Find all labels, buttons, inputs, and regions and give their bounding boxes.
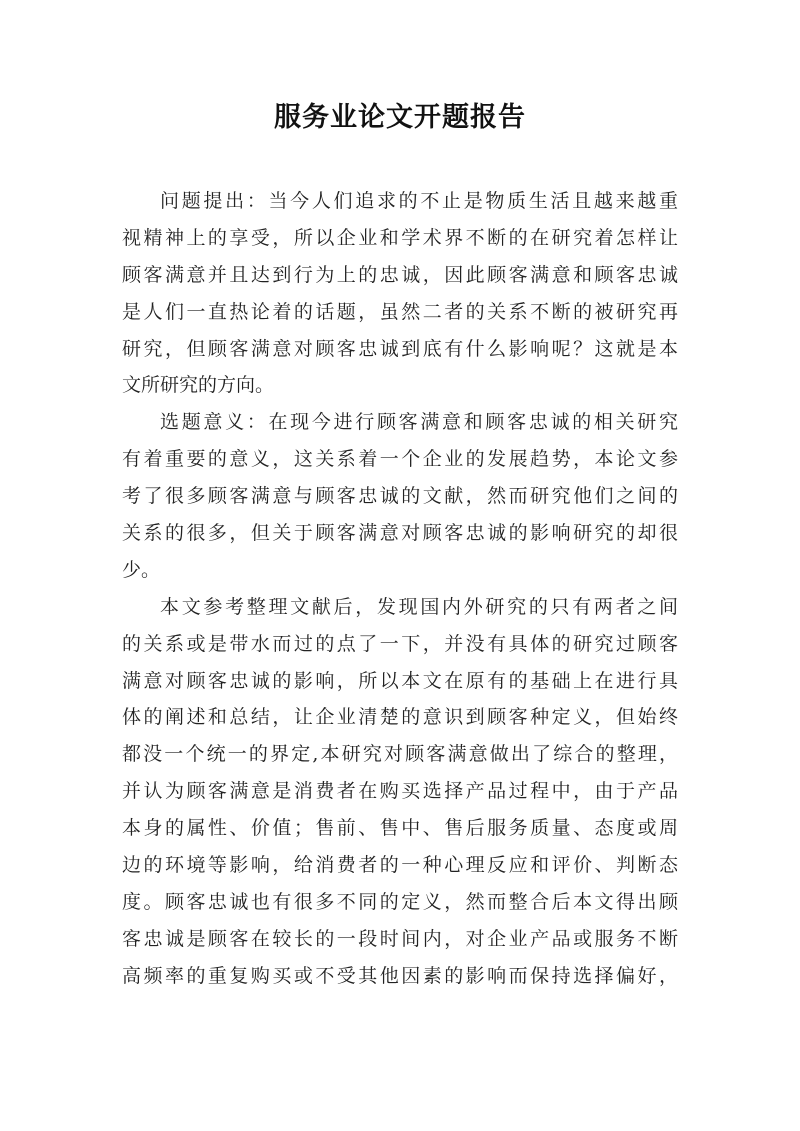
text-line: 视精神上的享受，所以企业和学术界不断的在研究着怎样让	[122, 226, 678, 249]
text-line: 考了很多顾客满意与顾客忠诚的文献，然而研究他们之间的	[122, 485, 678, 508]
text-line: 有着重要的意义，这关系着一个企业的发展趋势，本论文参	[122, 448, 678, 471]
document-body	[122, 183, 678, 995]
text-line: 选题意义：在现今进行顾客满意和顾客忠诚的相关研究	[160, 411, 678, 434]
text-line: 的关系或是带水而过的点了一下，并没有具体的研究过顾客	[122, 632, 678, 655]
text-line: 体的阐述和总结，让企业清楚的意识到顾客种定义，但始终	[122, 706, 678, 729]
text-line: 研究，但顾客满意对顾客忠诚到底有什么影响呢？这就是本	[122, 337, 678, 360]
text-line: 问题提出：当今人们追求的不止是物质生活且越来越重	[160, 190, 678, 212]
text-line: 高频率的重复购买或不受其他因素的影响而保持选择偏好，	[122, 964, 678, 987]
text-line: 都没一个统一的界定,本研究对顾客满意做出了综合的整理，	[122, 743, 678, 766]
text-line: 度。顾客忠诚也有很多不同的定义，然而整合后本文得出顾	[122, 890, 678, 913]
paragraph-literature-review	[122, 589, 678, 995]
paragraph-problem-statement	[122, 183, 678, 404]
text-line: 边的环境等影响，给消费者的一种心理反应和评价、判断态	[122, 854, 678, 877]
text-line: 顾客满意并且达到行为上的忠诚，因此顾客满意和顾客忠诚	[122, 263, 678, 286]
text-line: 并认为顾客满意是消费者在购买选择产品过程中，由于产品	[122, 780, 678, 803]
text-line: 少。	[122, 558, 161, 581]
text-line: 文所研究的方向。	[122, 374, 275, 397]
text-line: 客忠诚是顾客在较长的一段时间内，对企业产品或服务不断	[122, 927, 678, 950]
text-line: 本文参考整理文献后，发现国内外研究的只有两者之间	[160, 595, 678, 618]
text-line: 关系的很多，但关于顾客满意对顾客忠诚的影响研究的却很	[122, 522, 678, 545]
text-line: 满意对顾客忠诚的影响，所以本文在原有的基础上在进行具	[122, 669, 678, 692]
text-line: 是人们一直热论着的话题，虽然二者的关系不断的被研究再	[122, 300, 678, 323]
text-line: 本身的属性、价值；售前、售中、售后服务质量、态度或周	[122, 817, 678, 840]
paragraph-significance	[122, 404, 678, 588]
document-title: 服务业论文开题报告	[274, 102, 526, 133]
